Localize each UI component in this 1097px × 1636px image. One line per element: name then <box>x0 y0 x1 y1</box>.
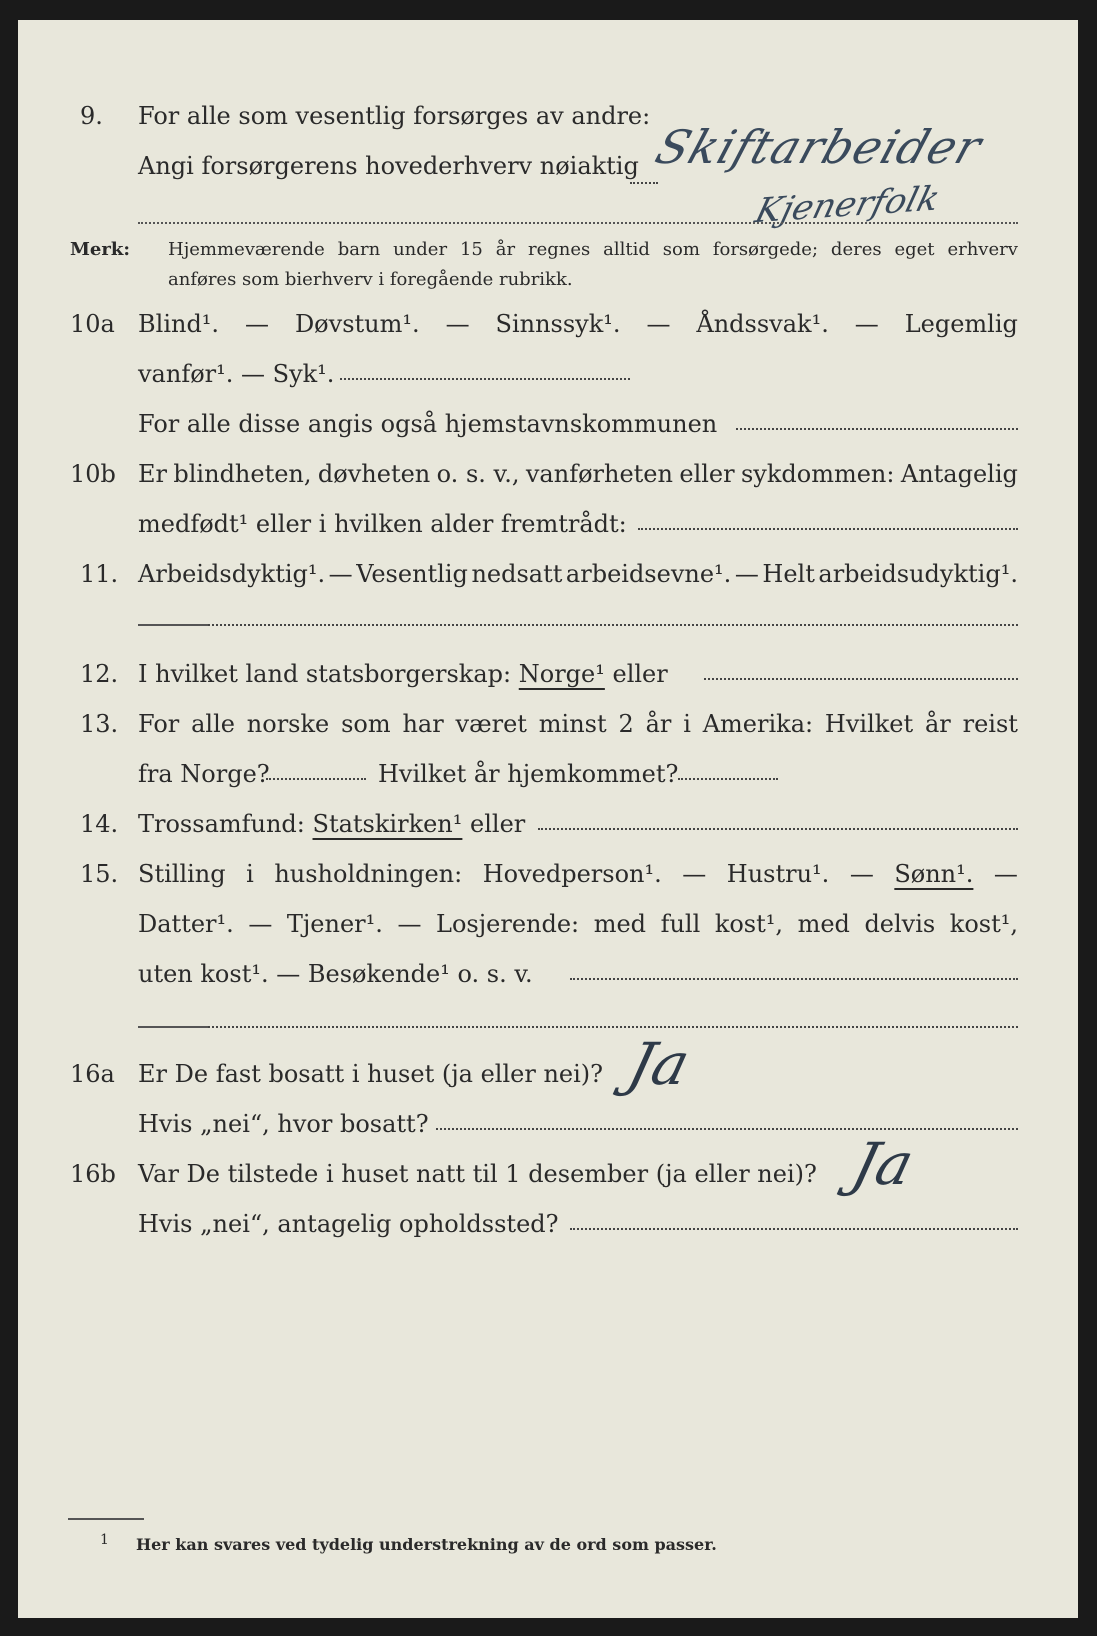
word: eller <box>679 460 735 488</box>
q13-text-1 <box>138 704 1018 744</box>
merk-word: regnes <box>527 239 591 260</box>
q10a-line2 <box>18 354 1078 394</box>
word: Antagelig <box>900 460 1018 488</box>
q9-question-2: Angi forsørgerens hovederhverv nøiaktig <box>138 152 639 180</box>
q9-handwritten-answer: Skiftarbeider <box>649 120 989 174</box>
q11-short-rule <box>138 624 208 626</box>
q10a-line1 <box>18 304 1078 344</box>
merk-word: Hjemmeværende <box>168 239 325 260</box>
option-arbeidsdyktig: Arbeidsdyktig¹. <box>138 560 326 588</box>
q10a-text-2: vanfør¹. — Syk¹. <box>138 360 335 388</box>
merk-word: alltid <box>603 239 650 260</box>
q10b-dotline <box>638 528 1018 530</box>
q15-answer-sonn: Sønn¹. <box>894 860 974 888</box>
dash: — <box>248 910 273 938</box>
q10a-number: 10a <box>70 310 115 338</box>
q10b-number: 10b <box>70 460 116 488</box>
q15-blank-dotline <box>208 1026 1018 1028</box>
word: husholdningen: <box>274 860 463 888</box>
merk-label: Merk: <box>70 239 130 260</box>
word: i <box>246 860 254 888</box>
option-datter: Datter¹. <box>138 910 234 938</box>
dash: — <box>328 560 353 588</box>
word: alle <box>191 710 235 738</box>
word: norske <box>246 710 330 738</box>
q13-hjemkommet-dotline <box>678 778 778 780</box>
dash: — <box>445 310 470 338</box>
q12-suffix: eller <box>612 660 668 688</box>
q16a-line1 <box>18 1054 1078 1094</box>
word: Hvilket <box>824 710 914 738</box>
merk-word: 15 <box>459 239 483 260</box>
q10a-hjemstavn-dotline <box>736 428 1018 430</box>
option-legemlig: Legemlig <box>904 310 1018 338</box>
word: Helt <box>762 560 815 588</box>
word: blindheten, <box>173 460 312 488</box>
option-hustru: Hustru¹. <box>726 860 830 888</box>
option-blind: Blind¹. <box>138 310 220 338</box>
q12-answer-norge: Norge¹ <box>518 660 605 688</box>
q14-answer-statskirken: Statskirken¹ <box>312 810 463 838</box>
dash: — <box>854 310 879 338</box>
q14-prefix: Trossamfund: <box>138 810 305 838</box>
merk-word: under <box>393 239 448 260</box>
q10a-text-3: For alle disse angis også hjemstavnskommunen <box>138 410 718 438</box>
option-udyktig: arbeidsudyktig¹. <box>818 560 1018 588</box>
word: har <box>402 710 444 738</box>
word: år <box>924 710 951 738</box>
q16a-number: 16a <box>70 1060 115 1088</box>
merk-line2 <box>18 260 1078 300</box>
word: Vesentlig <box>356 560 468 588</box>
word: kost¹, <box>949 910 1018 938</box>
q16b-line1 <box>18 1154 1078 1194</box>
merk-word: barn <box>337 239 381 260</box>
q10a-line3 <box>18 404 1078 444</box>
word: Losjerende: <box>436 910 580 938</box>
q14-number: 14. <box>80 810 119 838</box>
q14-dotline <box>538 828 1018 830</box>
merk-word: erhverv <box>947 239 1018 260</box>
merk-word: eget <box>894 239 935 260</box>
word: For <box>138 710 180 738</box>
q11-line1 <box>18 554 1078 594</box>
q12-line <box>18 654 1078 694</box>
census-form-page <box>18 20 1078 1618</box>
option-hovedperson: Hovedperson¹. <box>482 860 662 888</box>
dash: — <box>682 860 707 888</box>
q16a-handwritten-answer: Ja <box>621 1030 697 1098</box>
word: reist <box>962 710 1018 738</box>
q14-text <box>138 804 525 844</box>
option-tjener: Tjener¹. <box>286 910 383 938</box>
q11-options <box>138 554 1018 594</box>
q13-reist-dotline <box>266 778 366 780</box>
q10b-text-1 <box>138 454 1018 494</box>
dash: — <box>734 560 759 588</box>
q10b-text-2: medfødt¹ eller i hvilken alder fremtrådt: <box>138 510 627 538</box>
q16a-question-2: Hvis „nei“, hvor bosatt? <box>138 1110 429 1138</box>
option-andssvak: Åndssvak¹. <box>696 310 829 338</box>
word: med <box>593 910 647 938</box>
q9-blank-line <box>138 222 1018 224</box>
merk-word: som <box>662 239 700 260</box>
q12-number: 12. <box>80 660 119 688</box>
q15-line2 <box>18 904 1078 944</box>
q9-answer-dotline <box>630 182 658 184</box>
dash: — <box>849 860 874 888</box>
q16a-dotline <box>436 1128 1018 1130</box>
q10a-syk-dotline <box>340 378 630 380</box>
q15-line3 <box>18 954 1078 994</box>
word: år <box>645 710 672 738</box>
q14-line <box>18 804 1078 844</box>
merk-word: deres <box>830 239 882 260</box>
q12-prefix: I hvilket land statsborgerskap: <box>138 660 512 688</box>
q10b-line1 <box>18 454 1078 494</box>
word: 2 <box>618 710 634 738</box>
q16b-question-2: Hvis „nei“, antagelig opholdssted? <box>138 1210 559 1238</box>
word: delvis <box>864 910 936 938</box>
q15-number: 15. <box>80 860 119 888</box>
option-nedsatt: arbeidsevne¹. <box>565 560 732 588</box>
q16a-question: Er De fast bosatt i huset (ja eller nei)? <box>138 1060 604 1088</box>
word: Stilling <box>138 860 226 888</box>
q10b-line2 <box>18 504 1078 544</box>
q9-handwritten-answer-2: Kjenerfolk <box>751 178 944 232</box>
word: vanførheten <box>525 460 673 488</box>
option-sinnssyk: Sinnssyk¹. <box>495 310 621 338</box>
q16a-line2 <box>18 1104 1078 1144</box>
q16b-handwritten-answer: Ja <box>845 1130 921 1198</box>
word: sykdommen: <box>740 460 895 488</box>
q12-dotline <box>704 678 1018 680</box>
q16b-line2 <box>18 1204 1078 1244</box>
word: Er <box>138 460 167 488</box>
q13-line2 <box>18 754 1078 794</box>
q9-number: 9. <box>80 102 103 130</box>
q15-text-2 <box>138 904 1018 944</box>
q10a-options <box>138 304 1018 344</box>
dash: — <box>646 310 671 338</box>
footnote-text: Her kan svares ved tydelig understrekning av de ord som passer. <box>136 1535 717 1554</box>
word: med <box>797 910 850 938</box>
q15-short-rule <box>138 1026 208 1028</box>
q11-number: 11. <box>80 560 119 588</box>
q13-fra-norge: fra Norge? <box>138 760 270 788</box>
q15-text-3: uten kost¹. — Besøkende¹ o. s. v. <box>138 960 533 988</box>
merk-word: år <box>495 239 516 260</box>
q15-line1 <box>18 854 1078 894</box>
q13-line1 <box>18 704 1078 744</box>
word: været <box>455 710 527 738</box>
q13-hjemkommet: Hvilket år hjemkommet? <box>378 760 679 788</box>
dash: — <box>397 910 422 938</box>
word: o. s. v., <box>436 460 520 488</box>
word: Amerika: <box>702 710 814 738</box>
option-dovstum: Døvstum¹. <box>294 310 420 338</box>
q16b-question: Var De tilstede i huset natt til 1 desember (ja eller nei)? <box>138 1160 817 1188</box>
dash: — <box>993 860 1018 888</box>
q16b-dotline <box>570 1228 1018 1230</box>
q14-suffix: eller <box>470 810 526 838</box>
word: i <box>683 710 691 738</box>
word: døvheten <box>317 460 431 488</box>
merk-word: forsørgede; <box>712 239 819 260</box>
footnote-number: 1 <box>100 1532 109 1548</box>
word: kost¹, <box>714 910 784 938</box>
q15-text-1 <box>138 854 1018 894</box>
q15-dotline <box>570 978 1018 980</box>
dash: — <box>245 310 269 338</box>
word: nedsatt <box>471 560 563 588</box>
merk-text-2: anføres som bierhverv i foregående rubrikk. <box>168 269 573 290</box>
word: som <box>341 710 391 738</box>
q11-dotline <box>208 624 1018 626</box>
word: full <box>660 910 701 938</box>
word: minst <box>538 710 607 738</box>
q12-text <box>138 654 668 694</box>
footnote-rule <box>68 1518 144 1520</box>
q13-number: 13. <box>80 710 119 738</box>
q9-question: For alle som vesentlig forsørges av andre: <box>138 102 651 130</box>
q16b-number: 16b <box>70 1160 116 1188</box>
